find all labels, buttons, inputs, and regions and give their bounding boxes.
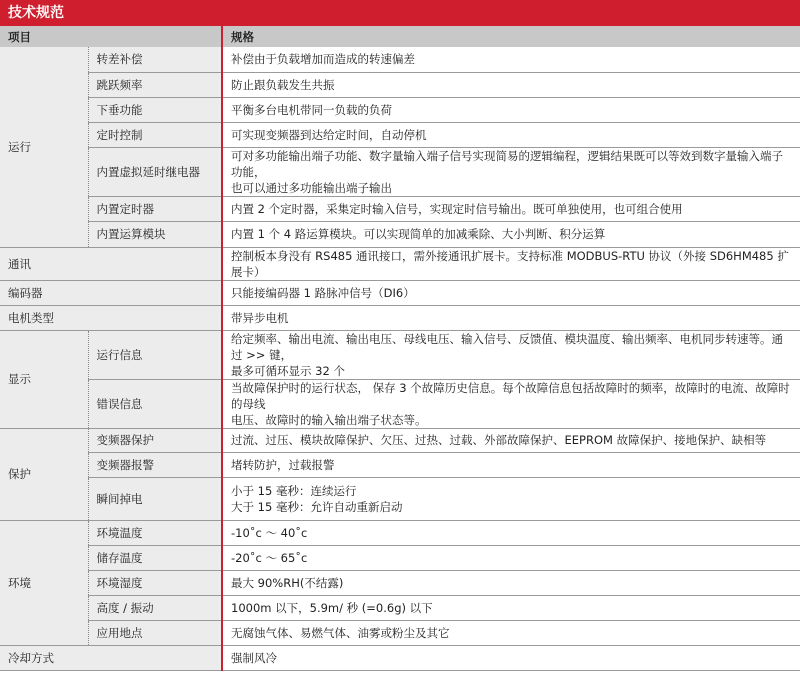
section-title: 技术规范: [0, 0, 800, 26]
item-label: 变频器报警: [88, 452, 222, 477]
item-label: 环境温度: [88, 520, 222, 545]
item-label: 内置定时器: [88, 196, 222, 221]
spec-value: 无腐蚀气体、易燃气体、油雾或粉尘及其它: [222, 620, 800, 645]
spec-value: [222, 147, 800, 196]
spec-value: 内置 1 个 4 路运算模块。可以实现简单的加减乘除、大小判断、积分运算: [222, 221, 800, 247]
spec-value: 可实现变频器到达给定时间，自动停机: [222, 122, 800, 147]
table-row: [0, 452, 800, 477]
spec-value: 内置 2 个定时器，采集定时输入信号，实现定时信号输出。既可单独使用，也可组合使用: [222, 196, 800, 221]
spec-line: 最多可循环显示 32 个: [231, 363, 345, 378]
spec-value: 1000m 以下，5.9m/ 秒 (=0.6g) 以下: [222, 595, 800, 620]
category-comm: 通讯: [0, 247, 222, 280]
spec-value: 补偿由于负载增加而造成的转速偏差: [222, 47, 800, 72]
spec-table: [0, 26, 800, 671]
category-encoder: 编码器: [0, 280, 222, 305]
item-label: 下垂功能: [88, 97, 222, 122]
item-label: 内置虚拟延时继电器: [88, 147, 222, 196]
spec-line: 也可以通过多功能输出端子输出: [231, 180, 392, 195]
item-label: 瞬间掉电: [88, 477, 222, 520]
spec-value: 堵转防护，过载报警: [222, 452, 800, 477]
table-row: [0, 477, 800, 520]
spec-value: 带异步电机: [222, 305, 800, 330]
table-row: [0, 645, 800, 670]
spec-value: -10˚c ～ 40˚c: [222, 520, 800, 545]
item-label: 高度 / 振动: [88, 595, 222, 620]
spec-line: 给定频率、输出电流、输出电压、母线电压、输入信号、反馈值、模块温度、输出频率、电机同步转速等。通过 >> 键，: [231, 331, 783, 362]
table-row: [0, 428, 800, 452]
table-row: [0, 72, 800, 97]
header-spec: 规格: [222, 26, 800, 47]
header-item: 项目: [0, 26, 222, 47]
table-row: [0, 620, 800, 645]
category-display: 显示: [0, 330, 88, 428]
category-protect: 保护: [0, 428, 88, 520]
table-row: [0, 147, 800, 196]
item-label: 转差补偿: [88, 47, 222, 72]
spec-line: 当故障保护时的运行状态， 保存 3 个故障历史信息。每个故障信息包括故障时的频率，故障时的电流、故障时的母线: [231, 380, 790, 411]
spec-line: 电压、故障时的输入输出端子状态等。: [231, 412, 427, 427]
table-header-row: [0, 26, 800, 47]
table-row: [0, 122, 800, 147]
table-row: [0, 305, 800, 330]
spec-value: 平衡多台电机带同一负载的负荷: [222, 97, 800, 122]
table-row: [0, 520, 800, 545]
item-label: 储存温度: [88, 545, 222, 570]
table-row: [0, 196, 800, 221]
item-label: 变频器保护: [88, 428, 222, 452]
item-label: 环境湿度: [88, 570, 222, 595]
category-env: 环境: [0, 520, 88, 645]
item-label: 内置运算模块: [88, 221, 222, 247]
spec-line: 可对多功能输出端子功能、数字量输入端子信号实现简易的逻辑编程，逻辑结果既可以等效到数字量输入端子功能，: [231, 148, 783, 179]
category-cooling: 冷却方式: [0, 645, 222, 670]
spec-value: 最大 90%RH(不结露): [222, 570, 800, 595]
item-label: 错误信息: [88, 379, 222, 428]
table-row: [0, 379, 800, 428]
item-label: 运行信息: [88, 330, 222, 379]
spec-value: -20˚c ～ 65˚c: [222, 545, 800, 570]
spec-value: 控制板本身没有 RS485 通讯接口，需外接通讯扩展卡。支持标准 MODBUS-RTU 协议（外接 SD6HM485 扩展卡）: [222, 247, 800, 280]
table-row: [0, 97, 800, 122]
table-row: [0, 47, 800, 72]
table-row: [0, 280, 800, 305]
table-row: [0, 570, 800, 595]
category-run: 运行: [0, 47, 88, 247]
spec-line: 小于 15 毫秒：连续运行: [231, 483, 357, 498]
category-motor: 电机类型: [0, 305, 222, 330]
spec-value: [222, 330, 800, 379]
spec-value: 过流、过压、模块故障保护、欠压、过热、过载、外部故障保护、EEPROM 故障保护、接地保护、缺相等: [222, 428, 800, 452]
table-row: [0, 221, 800, 247]
spec-line: 大于 15 毫秒：允许自动重新启动: [231, 499, 403, 514]
spec-value: 只能接编码器 1 路脉冲信号（DI6）: [222, 280, 800, 305]
table-row: [0, 330, 800, 379]
item-label: 应用地点: [88, 620, 222, 645]
spec-value: [222, 477, 800, 520]
spec-value: 防止跟负载发生共振: [222, 72, 800, 97]
table-row: [0, 545, 800, 570]
item-label: 定时控制: [88, 122, 222, 147]
item-label: 跳跃频率: [88, 72, 222, 97]
spec-value: 强制风冷: [222, 645, 800, 670]
table-row: [0, 595, 800, 620]
table-row: [0, 247, 800, 280]
spec-value: [222, 379, 800, 428]
